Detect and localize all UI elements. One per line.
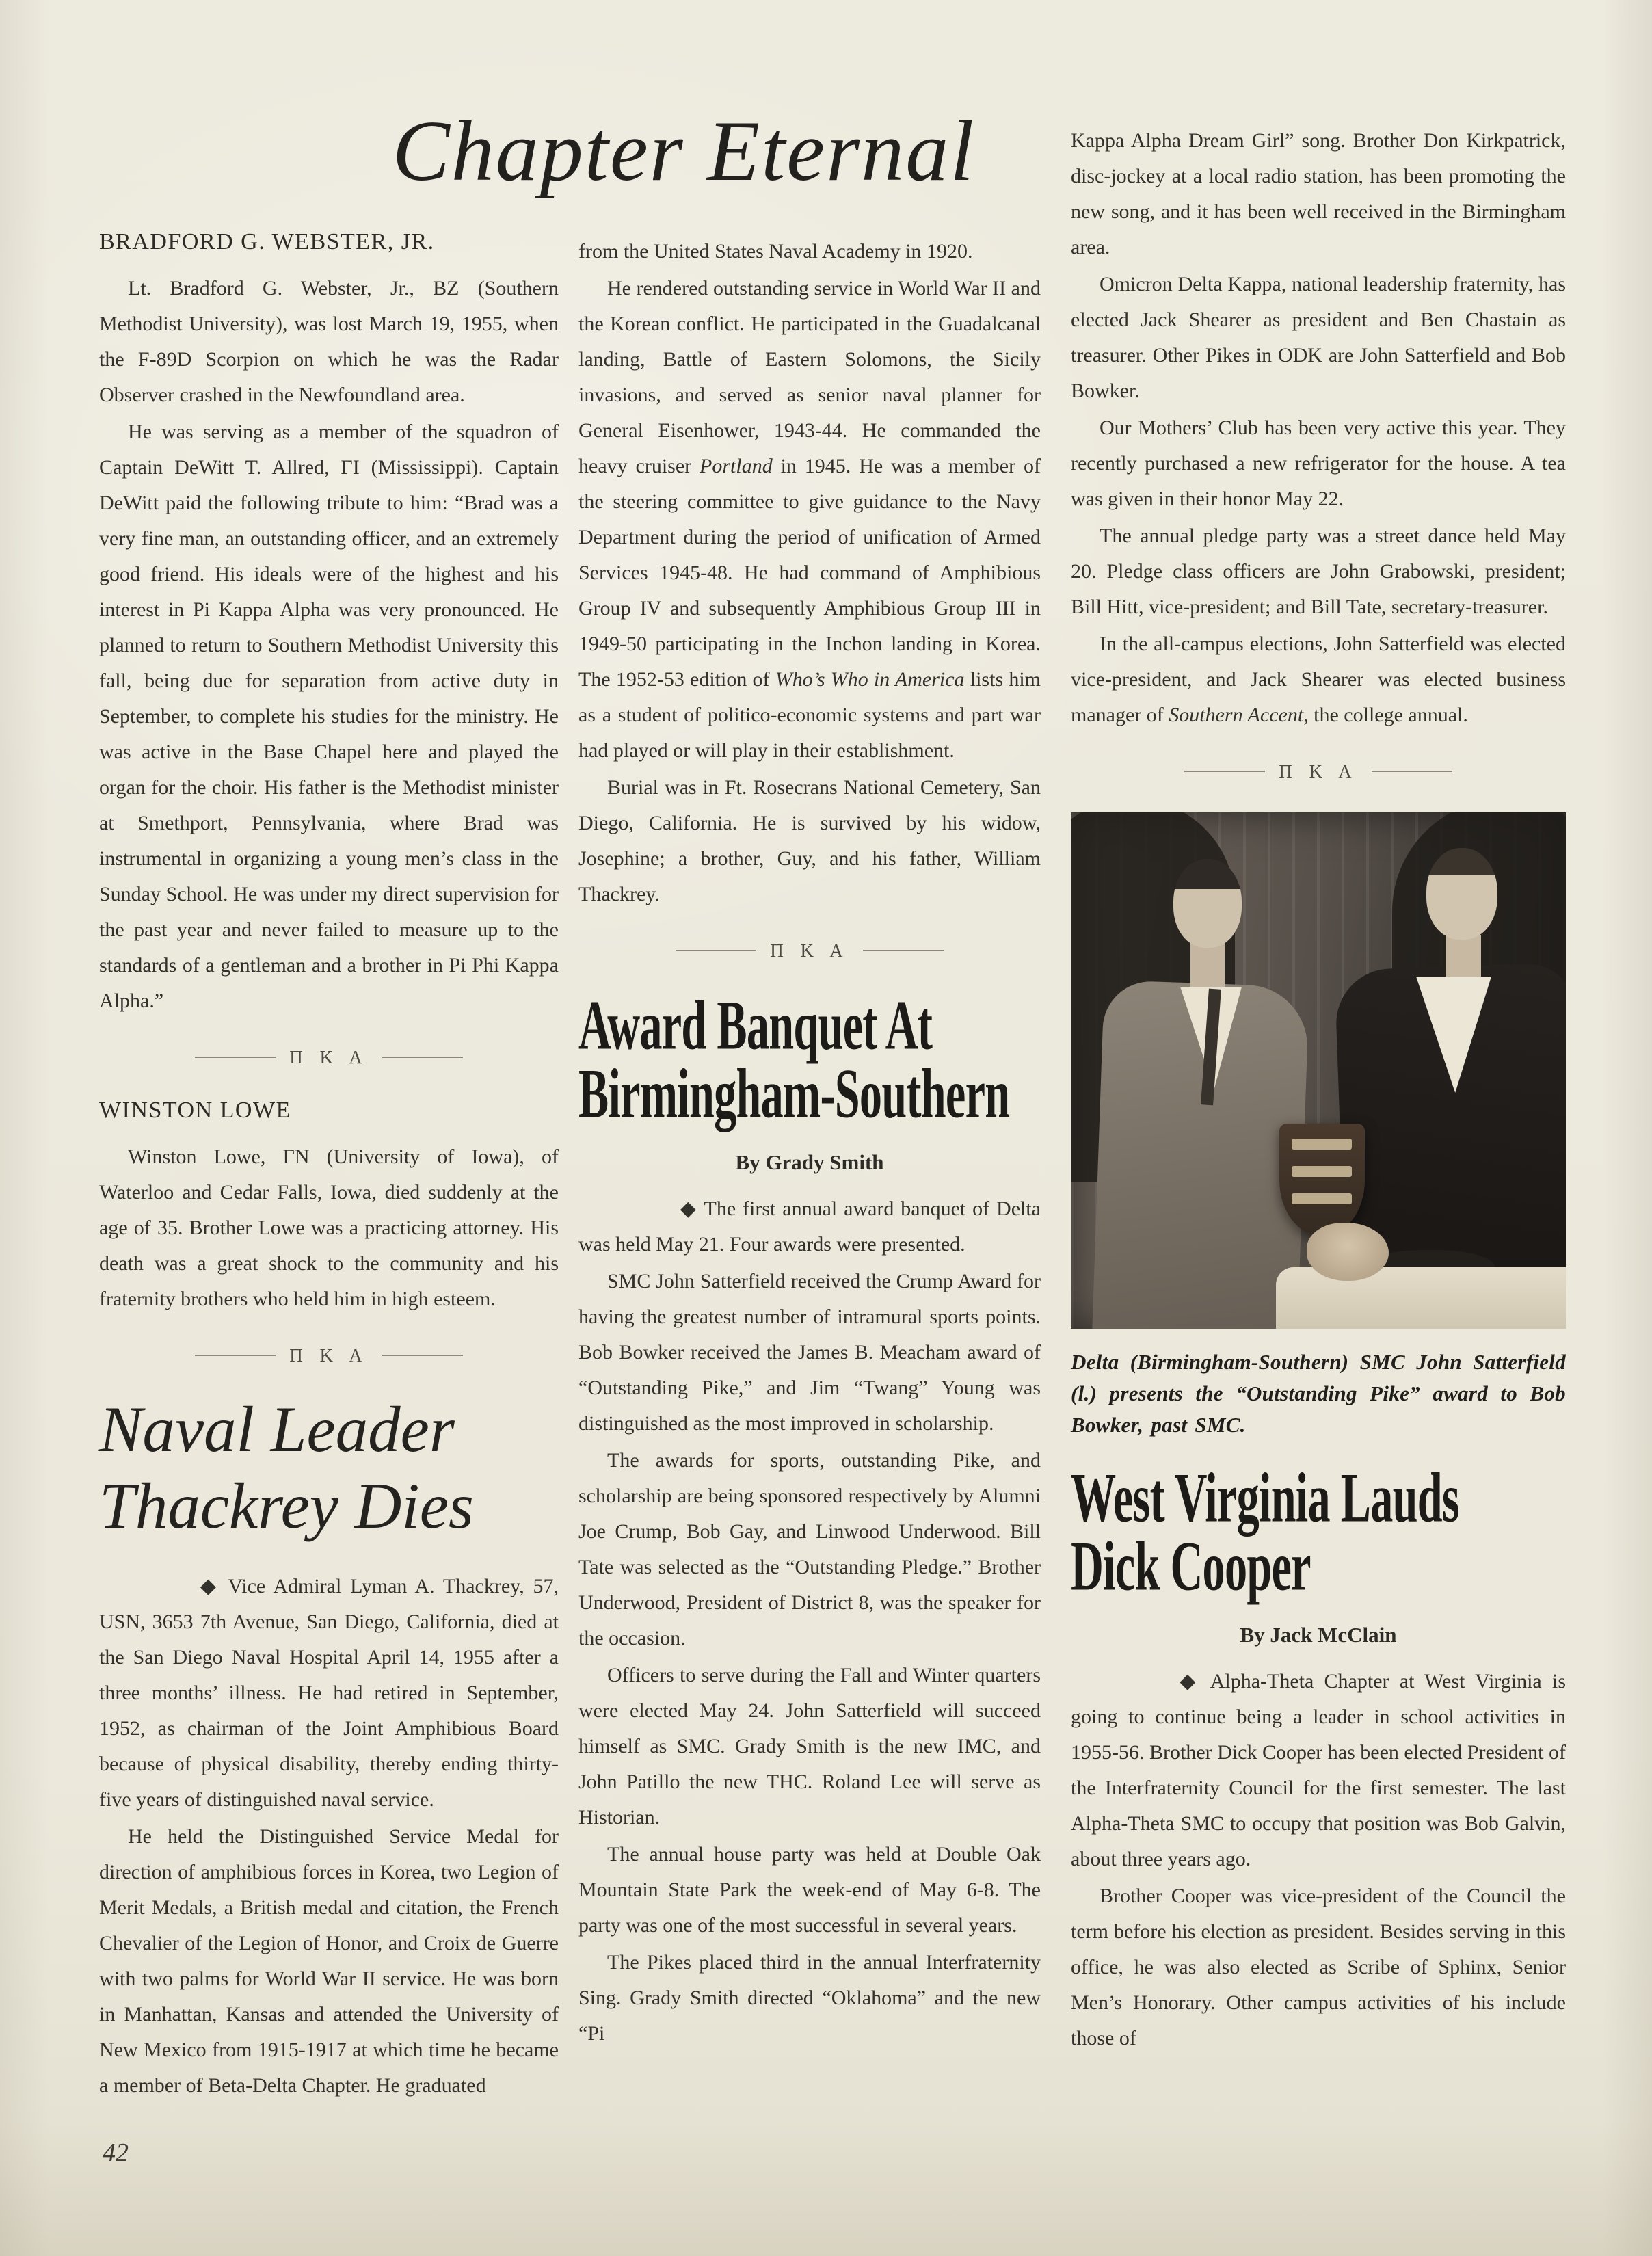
divider-rule xyxy=(863,950,944,951)
paragraph: Officers to serve during the Fall and Winter quarters were elected May 24. John Satterfield will succeed himself as SMC. Grady Smith is the new IMC, and John Patillo the new THC. Roland Lee will serve as Historian. xyxy=(578,1664,1041,1829)
paragraph: He held the Distinguished Service Medal for direction of amphibious forces in Korea, two Legion of Merit Medals, a British medal and citation, the French Chevalier of the Legion of Honor, and Croix de Guerre with two palms for World War II service. He was born in Manhattan, Kansas and attended the University of New Mexico from 1915-1917 at which time he became a member of Beta-Delta Chapter. He graduated xyxy=(99,1825,559,2097)
photo-figure-right-neck xyxy=(1446,935,1481,978)
article-body-west-virginia xyxy=(1071,1664,1566,2056)
photo-figure-right-head xyxy=(1426,848,1497,940)
article-heading-bradford-webster: BRADFORD G. WEBSTER, JR. xyxy=(99,229,435,254)
photo-caption: Delta (Birmingham-Southern) SMC John Satterfield (l.) presents the “Outstanding Pike” award to Bob Bowker, past SMC. xyxy=(1071,1350,1566,1437)
paragraph: The annual house party was held at Double Oak Mountain State Park the week-end of May 6-8. The party was one of the most successful in several years. xyxy=(578,1843,1041,1937)
paragraph: Burial was in Ft. Rosecrans National Cemetery, San Diego, California. He is survived by his widow, Josephine; a brother, Guy, and his father, William Thackrey. xyxy=(578,776,1041,905)
divider-rule xyxy=(676,950,756,951)
pka-divider xyxy=(99,1338,559,1373)
paragraph: The awards for sports, outstanding Pike, and scholarship are being sponsored respectively by Alumni Joe Crump, Bob Gay, and Linwood Underwood. Bill Tate was selected as the “Outstanding Pledge.” Brother Underwood, President of District 8, was the speaker for the occasion. xyxy=(578,1449,1041,1649)
article-body-bradford-webster xyxy=(99,271,559,1019)
paragraph: SMC John Satterfield received the Crump Award for having the greatest number of intramural sports points. Bob Bowker received the James B. Meacham award of “Outstanding Pike,” and Jim “Twang” Young was distinguished as the most improved in scholarship. xyxy=(578,1270,1041,1435)
pka-monogram: Π Κ Α xyxy=(289,1345,369,1366)
plaque-engraving-bar xyxy=(1292,1193,1352,1204)
paragraph: Winston Lowe, ΓΝ (University of Iowa), of Waterloo and Cedar Falls, Iowa, died suddenly at the age of 35. Brother Lowe was a practicing attorney. His death was a great shock to the community and his fraternity brothers who held him in high esteem. xyxy=(99,1145,559,1310)
pka-monogram: Π Κ Α xyxy=(1279,761,1358,782)
article-body-award-banquet xyxy=(578,1191,1041,2052)
headline-west-virginia xyxy=(1071,1458,1566,1605)
byline-jack-mcclain: By Jack McClain xyxy=(1240,1623,1397,1647)
paragraph: Omicron Delta Kappa, national leadership fraternity, has elected Jack Shearer as president and Ben Chastain as treasurer. Other Pikes in ODK are John Satterfield and Bob Bowker. xyxy=(1071,273,1566,402)
paragraph: He rendered outstanding service in World War II and the Korean conflict. He participated in the Guadalcanal landing, Battle of Eastern Solomons, the Sicily invasions, and served as senior naval planner for General Eisenhower, 1943-44. He commanded the heavy cruiser Portland in 1945. He was a member of the steering committee to give guidance to the Navy Department during the period of unification of Armed Services 1945-48. He had command of Amphibious Group IV and subsequently Amphibious Group III in 1949-50 participating in the Inchon landing in Korea. The 1952-53 edition of Who’s Who in America lists him as a student of politico-economic systems and part war had played or will play in their establishment. xyxy=(578,277,1041,762)
headline-award-banquet xyxy=(578,985,1041,1132)
headline-west-virginia-line1: West Virginia Lauds xyxy=(1071,1458,1459,1537)
divider-rule xyxy=(382,1355,463,1356)
divider-rule xyxy=(195,1057,276,1058)
page-title: Chapter Eternal xyxy=(392,104,976,199)
plaque-engraving-bar xyxy=(1292,1166,1352,1177)
paragraph: ◆ The first annual award banquet of Delta was held May 21. Four awards were presented. xyxy=(578,1197,1041,1256)
divider-rule xyxy=(195,1355,276,1356)
paragraph: Brother Cooper was vice-president of the Council the term before his election as president. Besides serving in this office, he was also elected as Scribe of Sphinx, Senior Men’s Honorary. Other campus activities of his include those of xyxy=(1071,1885,1566,2049)
page-number: 42 xyxy=(103,2138,129,2167)
divider-rule xyxy=(382,1057,463,1058)
paragraph: He was serving as a member of the squadron of Captain DeWitt T. Allred, ΓΙ (Mississippi). Captain DeWitt paid the following tribute to him: “Brad was a very fine man, an outstanding officer, and an extremely good friend. His ideals were of the highest and his interest in Pi Kappa Alpha was very pronounced. He planned to return to Southern Methodist University this fall, being due for separation from active duty in September, to complete his studies for the ministry. He was active in the Base Chapel here and played the organ for the choir. His father is the Methodist minister at Smethport, Pennsylvania, where Brad was instrumental in organizing a young men’s class in the Sunday School. He was under my direct supervision for the past year and never failed to measure up to the standards of a gentleman and a brother in Pi Phi Kappa Alpha.” xyxy=(99,421,559,1012)
paragraph: In the all-campus elections, John Satterfield was elected vice-president, and Jack Shearer was elected business manager of Southern Accent, the college annual. xyxy=(1071,633,1566,726)
article-body-thackrey xyxy=(99,1569,559,2104)
banquet-award-presentation-photo xyxy=(1071,812,1566,1329)
paragraph: The annual pledge party was a street dance held May 20. Pledge class officers are John Grabowski, president; Bill Hitt, vice-president; and Bill Tate, secretary-treasurer. xyxy=(1071,525,1566,618)
article-heading-winston-lowe: WINSTON LOWE xyxy=(99,1098,291,1123)
paragraph: ◆ Vice Admiral Lyman A. Thackrey, 57, USN, 3653 7th Avenue, San Diego, California, died at the San Diego Naval Hospital April 14, 1955 after a three months’ illness. He had retired in September, 1952, as chairman of the Joint Amphibious Board because of physical disability, thereby ending thirty-five years of distinguished naval service. xyxy=(99,1575,559,1812)
column-3 xyxy=(1071,123,1566,2056)
paragraph: from the United States Naval Academy in 1920. xyxy=(578,240,973,263)
paragraph: The Pikes placed third in the annual Interfraternity Sing. Grady Smith directed “Oklahoma” and the new “Pi xyxy=(578,1951,1041,2045)
photo-figure-left-neck xyxy=(1190,942,1225,990)
paragraph: Lt. Bradford G. Webster, Jr., ΒΖ (Southern Methodist University), was lost March 19, 1955, when the F-89D Scorpion on which he was the Radar Observer crashed in the Newfoundland area. xyxy=(99,277,559,406)
divider-rule xyxy=(1184,771,1265,772)
photo-handshake xyxy=(1307,1223,1389,1281)
headline-award-banquet-line2: Birmingham-Southern xyxy=(578,1054,1010,1132)
pka-divider xyxy=(1071,754,1566,789)
article-body-birmingham-continued xyxy=(1071,123,1566,733)
column-2 xyxy=(578,234,1041,2052)
byline-grady-smith: By Grady Smith xyxy=(735,1150,884,1174)
script-heading-line1: Naval Leader xyxy=(99,1393,455,1465)
article-body-thackrey-continued xyxy=(578,234,1041,912)
column-1 xyxy=(99,224,559,2104)
article-body-winston-lowe xyxy=(99,1139,559,1317)
divider-rule xyxy=(1372,771,1452,772)
headline-west-virginia-line2: Dick Cooper xyxy=(1071,1526,1311,1605)
pka-divider xyxy=(578,933,1041,968)
photo-award-plaque xyxy=(1279,1124,1365,1236)
plaque-engraving-bar xyxy=(1292,1139,1352,1150)
photo-tablecloth xyxy=(1276,1267,1566,1329)
pka-monogram: Π Κ Α xyxy=(770,940,849,961)
headline-award-banquet-line1: Award Banquet At xyxy=(578,985,933,1064)
paragraph: ◆ Alpha-Theta Chapter at West Virginia is going to continue being a leader in school activities in 1955-56. Brother Dick Cooper has been elected President of the Interfraternity Council for the first semester. The last Alpha-Theta SMC to occupy that position was Bob Galvin, about three years ago. xyxy=(1071,1670,1566,1870)
paragraph: Kappa Alpha Dream Girl” song. Brother Don Kirkpatrick, disc-jockey at a local radio station, has been promoting the new song, and it has been well received in the Birmingham area. xyxy=(1071,129,1566,258)
photo-figure-left-head xyxy=(1173,859,1242,948)
article-heading-naval-leader-thackrey-dies xyxy=(99,1391,559,1544)
pka-monogram: Π Κ Α xyxy=(289,1047,369,1067)
pka-divider xyxy=(99,1039,559,1075)
script-heading-line2: Thackrey Dies xyxy=(99,1470,474,1543)
paragraph: Our Mothers’ Club has been very active this year. They recently purchased a new refrigerator for the house. A tea was given in their honor May 22. xyxy=(1071,416,1566,510)
